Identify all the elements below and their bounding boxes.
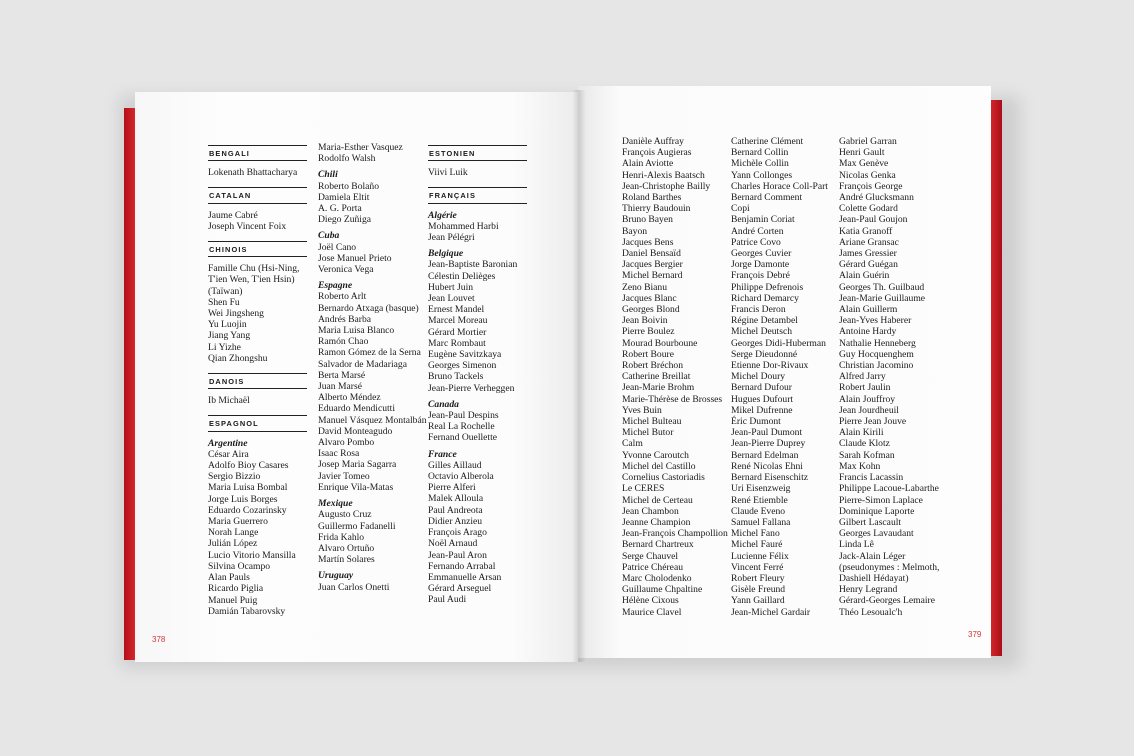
author-name: Ariane Gransac [839, 236, 899, 248]
author-name: Jaume Cabré [208, 209, 258, 221]
author-name: Noël Arnaud [428, 538, 478, 550]
author-name: Didier Anzieu [428, 515, 483, 527]
author-name: François Debré [731, 270, 790, 282]
author-name: Georges Simenon [428, 360, 497, 372]
language-heading: DANOIS [208, 373, 307, 389]
author-name: Katia Granoff [839, 225, 893, 237]
author-name: Alain Kirili [839, 427, 884, 439]
author-name: Jean-Christophe Bailly [622, 180, 711, 192]
author-name: Ernest Mandel [428, 304, 485, 316]
author-name: Bernard Chartreux [622, 539, 694, 551]
author-name: Georges Cuvier [731, 248, 792, 260]
author-name: Bernard Comment [731, 192, 803, 204]
author-name: Claude Klotz [839, 438, 890, 450]
author-name: Mohammed Harbi [428, 220, 499, 232]
author-name: Wei Jingsheng [208, 308, 264, 320]
author-name: Bernard Dufour [731, 382, 793, 394]
author-name: Guillaume Chpaltine [622, 584, 703, 596]
author-name: Jean-Paul Dumont [731, 427, 803, 439]
author-name: Guy Hocquenghem [839, 348, 914, 360]
author-name: Jeanne Champion [622, 516, 691, 528]
author-name: Jean Chambon [622, 505, 679, 517]
author-name: André Glucksmann [839, 192, 914, 204]
author-name: Jacques Bergier [622, 259, 683, 271]
author-name: Bernardo Atxaga (basque) [318, 302, 419, 314]
country-subheading: France [428, 448, 457, 460]
author-name: Pierre-Simon Laplace [839, 494, 923, 506]
author-name: Julián López [208, 538, 258, 550]
author-name: Henry Legrand [839, 584, 898, 596]
country-subheading: Uruguay [318, 570, 354, 582]
author-name: Octavio Alberola [428, 471, 494, 483]
author-name: Hélène Cixous [622, 595, 679, 607]
author-name: Ramon Gómez de la Serna [318, 347, 421, 359]
author-name: Jean Pélégri [428, 232, 475, 244]
author-name: Éric Dumont [731, 416, 781, 428]
author-name: Georges Lavaudant [839, 528, 914, 540]
author-name: Pierre Alferi [428, 482, 476, 494]
author-name: Robert Jaulin [839, 382, 891, 394]
author-name: Georges Th. Guilbaud [839, 281, 925, 293]
author-name: Michel Bulteau [622, 416, 682, 428]
language-heading: FRANÇAIS [428, 187, 527, 203]
author-name: Malek Alloula [428, 493, 484, 505]
author-name: Samuel Fallana [731, 516, 791, 528]
right-column-3 [839, 136, 939, 618]
author-name: Marcel Moreau [428, 315, 488, 327]
book-edge-right [990, 100, 1002, 656]
author-name: Joseph Vincent Foix [208, 220, 287, 232]
author-name: Norah Lange [208, 527, 259, 539]
author-name: Yvonne Caroutch [622, 449, 689, 461]
author-name: Zeno Bianu [622, 281, 668, 293]
author-name: Viivi Luik [428, 167, 468, 179]
author-name: Jean Louvet [428, 293, 475, 305]
author-name: Maria-Esther Vasquez [318, 142, 403, 153]
author-name: Jean-Yves Haberer [839, 315, 912, 327]
author-name: Roberto Bolaño [318, 180, 380, 192]
author-name: Gabriel Garran [839, 136, 897, 147]
author-name: Yves Buin [622, 404, 662, 416]
author-name: Marc Cholodenko [622, 572, 692, 584]
author-name: Le CERES [622, 483, 665, 495]
author-name: Philippe Lacoue-Labarthe [839, 483, 939, 495]
language-heading: CATALAN [208, 187, 307, 203]
author-name: Maria Luisa Bombal [208, 482, 288, 494]
author-name: Lucio Vitorio Mansilla [208, 549, 296, 561]
author-name: Max Genève [839, 158, 889, 170]
author-name: Jean Boivin [622, 315, 668, 327]
author-name: Salvador de Madariaga [318, 358, 407, 370]
author-name: A. G. Porta [318, 203, 362, 215]
author-name: Alberto Méndez [318, 392, 381, 404]
author-name: Catherine Clément [731, 136, 804, 147]
author-name: Eugène Savitzkaya [428, 349, 502, 361]
left-page-number: 378 [152, 635, 166, 644]
author-name: Isaac Rosa [318, 448, 360, 460]
author-name: Jean-Michel Gardair [731, 606, 811, 618]
author-name: Damiela Eltit [318, 191, 370, 203]
author-name: Jean-Marie Brohm [622, 382, 695, 394]
author-name: Bruno Tackels [428, 371, 484, 383]
author-name: Bernard Edelman [731, 449, 799, 461]
author-name: Michel Bernard [622, 270, 683, 282]
author-name: Alain Jouffroy [839, 393, 896, 405]
author-name: Alain Aviotte [622, 158, 674, 170]
author-name: Hugues Dufourt [731, 393, 794, 405]
author-name: Sergio Bizzio [208, 471, 261, 483]
author-name: Jacques Bens [622, 236, 674, 248]
author-name: Christian Jacomino [839, 360, 914, 372]
author-name: Etienne Dor-Rivaux [731, 360, 809, 372]
author-name: Damián Tabarovsky [208, 605, 286, 617]
spacer [208, 232, 307, 239]
country-subheading: Algérie [428, 209, 457, 221]
author-name: Francis Deron [731, 304, 786, 316]
author-name: Hubert Juin [428, 281, 474, 293]
author-name: François George [839, 180, 903, 192]
author-name: Manuel Puig [208, 594, 258, 606]
author-name: François Arago [428, 527, 487, 539]
author-name: Jean-Paul Goujon [839, 214, 908, 226]
author-name: Régine Detambel [731, 315, 798, 327]
author-name: Jean-Baptiste Baronian [428, 259, 518, 271]
author-name: Jean-Paul Despins [428, 410, 499, 422]
author-name: Jiang Yang [208, 330, 251, 342]
country-subheading: Cuba [318, 230, 340, 242]
author-name: Ib Michaël [208, 395, 250, 407]
author-name: Patrice Chéreau [622, 561, 683, 573]
country-subheading: Chili [318, 169, 338, 181]
author-name: Veronica Vega [318, 264, 374, 276]
author-name: Yann Collonges [731, 169, 793, 181]
author-name: Jack-Alain Léger [839, 550, 906, 562]
author-name: Augusto Cruz [318, 509, 372, 521]
author-name: Jean-Pierre Duprey [731, 438, 806, 450]
author-name: Joël Cano [318, 241, 357, 253]
author-name: Michel Fauré [731, 539, 783, 551]
author-name: Lucienne Félix [731, 550, 789, 562]
author-name: (pseudonymes : Melmoth, [839, 561, 940, 573]
author-name: Jean-François Champollion [622, 528, 728, 540]
author-name: Alan Pauls [208, 572, 250, 584]
author-name: Michel Butor [622, 427, 674, 439]
author-name: Emmanuelle Arsan [428, 571, 502, 583]
author-name: Famille Chu (Hsi-Ning, [208, 263, 300, 275]
author-name: Fernand Ouellette [428, 432, 497, 444]
author-name: Dashiell Hédayat) [839, 572, 909, 584]
author-name: Alain Guillerm [839, 304, 898, 316]
author-name: Juan Carlos Onetti [318, 581, 390, 593]
author-name: Théo Lesoualc'h [839, 606, 903, 618]
author-name: Gérard-Georges Lemaire [839, 595, 935, 607]
author-name: Li Yizhe [208, 341, 241, 353]
author-name: Catherine Breillat [622, 371, 691, 383]
author-name: Daniel Bensaïd [622, 248, 681, 260]
country-subheading: Belgique [428, 248, 464, 260]
right-page-number: 379 [968, 630, 982, 639]
author-name: Gérard Guégan [839, 259, 898, 271]
author-name: Claude Eveno [731, 505, 786, 517]
author-name: Bruno Bayen [622, 214, 673, 226]
author-name: Juan Marsé [318, 381, 362, 393]
author-name: Paul Andreota [428, 504, 483, 516]
author-name: Michel Fano [731, 528, 780, 540]
author-name: Robert Boure [622, 348, 674, 360]
author-name: Eduardo Mendicutti [318, 403, 395, 415]
author-name: Ramón Chao [318, 336, 369, 348]
author-name: Michel de Certeau [622, 494, 693, 506]
author-name: Bernard Collin [731, 147, 789, 159]
author-name: Robert Fleury [731, 572, 785, 584]
author-name: Thierry Baudouin [622, 203, 691, 215]
author-name: Serge Chauvel [622, 550, 679, 562]
author-name: Henri Gault [839, 147, 885, 159]
country-subheading: Argentine [208, 437, 248, 449]
author-name: Charles Horace Coll-Part [731, 180, 828, 192]
author-name: René Etiemble [731, 494, 788, 506]
author-name: Josep Maria Sagarra [318, 459, 397, 471]
author-name: Maria Luisa Blanco [318, 325, 395, 337]
author-name: Guillermo Fadanelli [318, 520, 396, 532]
author-name: Lokenath Bhattacharya [208, 167, 298, 179]
author-name: Mikel Dufrenne [731, 404, 793, 416]
author-name: François Augieras [622, 147, 692, 159]
language-heading: BENGALI [208, 145, 307, 161]
author-name: Benjamin Coriat [731, 214, 795, 226]
author-name: (Taïwan) [208, 285, 243, 297]
author-name: Ricardo Piglia [208, 583, 264, 595]
author-name: Michel Deutsch [731, 326, 793, 338]
language-heading: CHINOIS [208, 241, 307, 257]
author-name: Pierre Jean Jouve [839, 416, 907, 428]
author-name: Jean-Pierre Verheggen [428, 382, 515, 394]
author-name: Uri Eisenzweig [731, 483, 791, 495]
author-name: Francis Lacassin [839, 472, 904, 484]
author-name: Pierre Boulez [622, 326, 675, 338]
author-name: Robert Bréchon [622, 360, 684, 372]
author-name: Berta Marsé [318, 369, 366, 381]
author-name: Gérard Arseguel [428, 583, 492, 595]
author-name: Qian Zhongshu [208, 352, 268, 364]
author-name: Cornelius Castoriadis [622, 472, 705, 484]
author-name: Javier Tomeo [318, 470, 370, 482]
left-column-2 [318, 142, 427, 593]
author-name: Fernando Arrabal [428, 560, 496, 572]
author-name: Patrice Covo [731, 236, 781, 248]
author-name: Frida Kahlo [318, 531, 365, 543]
author-name: Rodolfo Walsh [318, 153, 376, 165]
left-column-3 [428, 142, 527, 606]
author-name: Linda Lê [839, 539, 874, 551]
author-name: Nathalie Henneberg [839, 337, 916, 349]
author-name: Vincent Ferré [731, 561, 784, 573]
author-name: Shen Fu [208, 296, 240, 308]
right-column-2 [731, 136, 828, 618]
author-name: Georges Didi-Huberman [731, 337, 826, 349]
author-name: Maurice Clavel [622, 606, 682, 618]
author-name: Jean-Paul Aron [428, 549, 487, 561]
author-name: Henri-Alexis Baatsch [622, 169, 705, 181]
author-name: Jose Manuel Prieto [318, 252, 392, 264]
author-name: Antoine Hardy [839, 326, 897, 338]
author-name: Alain Guérin [839, 270, 890, 282]
author-name: Eduardo Cozarinsky [208, 504, 287, 516]
left-column-1 [208, 142, 307, 617]
author-name: Marie-Thérèse de Brosses [622, 393, 723, 405]
spacer [208, 364, 307, 371]
author-name: Jacques Blanc [622, 292, 677, 304]
author-name: Mourad Bourboune [622, 337, 698, 349]
author-name: Michel Doury [731, 371, 786, 383]
author-name: Paul Audi [428, 594, 467, 606]
right-column-1 [622, 136, 728, 618]
author-name: Bayon [622, 225, 648, 237]
author-name: Real La Rochelle [428, 421, 495, 433]
author-name: Alfred Jarry [839, 371, 886, 383]
author-name: James Gressier [839, 248, 897, 260]
author-name: Dominique Laporte [839, 505, 915, 517]
author-name: René Nicolas Ehni [731, 460, 803, 472]
author-name: Gérard Mortier [428, 326, 487, 338]
author-name: Alvaro Ortuño [318, 542, 375, 554]
author-name: David Monteagudo [318, 425, 393, 437]
author-name: Yann Gaillard [731, 595, 785, 607]
author-name: Colette Godard [839, 203, 898, 215]
author-name: Silvina Ocampo [208, 560, 271, 572]
author-name: Serge Dieudonné [731, 348, 798, 360]
author-name: Roland Barthes [622, 192, 682, 204]
author-name: Calm [622, 438, 643, 450]
author-name: Alvaro Pombo [318, 437, 375, 449]
author-name: Michel del Castillo [622, 460, 696, 472]
spacer [208, 406, 307, 413]
author-name: Manuel Vásquez Montalbán [318, 414, 427, 426]
author-name: Jorge Luis Borges [208, 493, 278, 505]
author-name: Danièle Auffray [622, 136, 684, 147]
author-name: Georges Blond [622, 304, 680, 316]
author-name: Nicolas Genka [839, 169, 896, 181]
author-name: André Corten [731, 225, 784, 237]
author-name: Max Kohn [839, 460, 881, 472]
country-subheading: Mexique [318, 498, 353, 510]
author-name: Maria Guerrero [208, 516, 268, 528]
language-heading: ESPAGNOL [208, 415, 307, 431]
author-name: Gilbert Lascault [839, 516, 902, 528]
author-name: Enrique Vila-Matas [318, 481, 394, 493]
author-name: Adolfo Bioy Casares [208, 460, 289, 472]
author-name: T'ien Wen, T'ien Hsin) [208, 274, 295, 286]
author-name: Gilles Aillaud [428, 459, 482, 471]
author-name: Jean Jourdheuil [839, 404, 899, 416]
author-name: Michèle Collin [731, 158, 789, 170]
author-name: Célestin Delièges [428, 270, 496, 282]
author-name: Philippe Defrenois [731, 281, 804, 293]
author-name: Jorge Damonte [731, 259, 790, 271]
author-name: César Aira [208, 448, 249, 460]
author-name: Marc Rombaut [428, 337, 486, 349]
author-name: Diego Zuñiga [318, 214, 372, 226]
country-subheading: Canada [428, 398, 459, 410]
author-name: Bernard Eisenschitz [731, 472, 808, 484]
spacer [428, 178, 527, 185]
author-name: Yu Luojin [208, 319, 247, 331]
author-name: Copi [731, 203, 750, 215]
book-gutter [572, 90, 586, 662]
author-name: Roberto Arlt [318, 291, 367, 303]
country-subheading: Espagne [318, 280, 353, 292]
author-name: Andrés Barba [318, 313, 372, 325]
author-name: Richard Demarcy [731, 292, 799, 304]
author-name: Martín Solares [318, 554, 375, 566]
spacer [208, 178, 307, 185]
language-heading: ESTONIEN [428, 145, 527, 161]
author-name: Gisèle Freund [731, 584, 786, 596]
author-name: Jean-Marie Guillaume [839, 292, 926, 304]
author-name: Sarah Kofman [839, 449, 895, 461]
